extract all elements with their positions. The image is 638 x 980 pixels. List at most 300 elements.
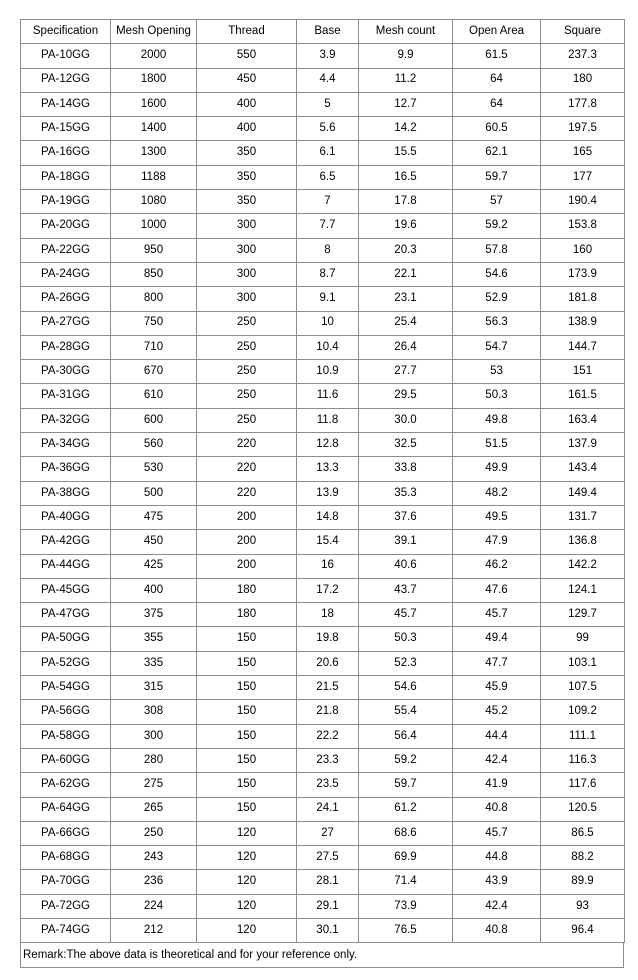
- cell-mesh-opening: 315: [111, 676, 197, 700]
- cell-square: 173.9: [541, 262, 625, 286]
- cell-mesh-count: 40.6: [359, 554, 453, 578]
- cell-mesh-count: 71.4: [359, 870, 453, 894]
- cell-thread: 120: [197, 821, 297, 845]
- cell-open-area: 60.5: [453, 117, 541, 141]
- cell-open-area: 49.4: [453, 627, 541, 651]
- cell-mesh-opening: 2000: [111, 44, 197, 68]
- cell-mesh-count: 32.5: [359, 433, 453, 457]
- cell-open-area: 54.6: [453, 262, 541, 286]
- cell-mesh-count: 56.4: [359, 724, 453, 748]
- spec-sheet: [20, 19, 624, 968]
- cell-specification: PA-16GG: [21, 141, 111, 165]
- cell-square: 99: [541, 627, 625, 651]
- table-row: [21, 530, 625, 554]
- header-thread: Thread: [197, 20, 297, 44]
- table-row: [21, 433, 625, 457]
- cell-base: 3.9: [297, 44, 359, 68]
- table-row: [21, 724, 625, 748]
- cell-base: 23.5: [297, 773, 359, 797]
- table-row: [21, 311, 625, 335]
- cell-square: 142.2: [541, 554, 625, 578]
- cell-specification: PA-47GG: [21, 603, 111, 627]
- cell-specification: PA-50GG: [21, 627, 111, 651]
- cell-open-area: 45.9: [453, 676, 541, 700]
- table-row: [21, 481, 625, 505]
- cell-mesh-opening: 1600: [111, 92, 197, 116]
- table-row: [21, 603, 625, 627]
- cell-mesh-opening: 250: [111, 821, 197, 845]
- cell-mesh-opening: 750: [111, 311, 197, 335]
- cell-square: 131.7: [541, 505, 625, 529]
- cell-open-area: 54.7: [453, 335, 541, 359]
- cell-specification: PA-68GG: [21, 846, 111, 870]
- cell-open-area: 61.5: [453, 44, 541, 68]
- cell-thread: 150: [197, 651, 297, 675]
- cell-square: 151: [541, 360, 625, 384]
- cell-mesh-opening: 400: [111, 578, 197, 602]
- cell-thread: 400: [197, 117, 297, 141]
- header-row: [21, 20, 625, 44]
- table-row: [21, 68, 625, 92]
- cell-thread: 120: [197, 894, 297, 918]
- cell-open-area: 50.3: [453, 384, 541, 408]
- cell-square: 177.8: [541, 92, 625, 116]
- cell-specification: PA-66GG: [21, 821, 111, 845]
- cell-base: 27.5: [297, 846, 359, 870]
- cell-specification: PA-62GG: [21, 773, 111, 797]
- cell-open-area: 42.4: [453, 894, 541, 918]
- cell-open-area: 57.8: [453, 238, 541, 262]
- cell-mesh-opening: 1400: [111, 117, 197, 141]
- cell-open-area: 64: [453, 92, 541, 116]
- cell-mesh-count: 50.3: [359, 627, 453, 651]
- cell-specification: PA-14GG: [21, 92, 111, 116]
- cell-square: 180: [541, 68, 625, 92]
- header-specification: Specification: [21, 20, 111, 44]
- cell-square: 190.4: [541, 190, 625, 214]
- table-row: [21, 676, 625, 700]
- cell-specification: PA-34GG: [21, 433, 111, 457]
- cell-base: 21.5: [297, 676, 359, 700]
- cell-base: 21.8: [297, 700, 359, 724]
- cell-specification: PA-56GG: [21, 700, 111, 724]
- table-row: [21, 894, 625, 918]
- cell-square: 129.7: [541, 603, 625, 627]
- cell-mesh-count: 52.3: [359, 651, 453, 675]
- cell-thread: 150: [197, 748, 297, 772]
- cell-open-area: 52.9: [453, 287, 541, 311]
- cell-mesh-count: 73.9: [359, 894, 453, 918]
- table-row: [21, 117, 625, 141]
- cell-specification: PA-36GG: [21, 457, 111, 481]
- table-row: [21, 262, 625, 286]
- cell-specification: PA-40GG: [21, 505, 111, 529]
- cell-thread: 300: [197, 287, 297, 311]
- cell-specification: PA-20GG: [21, 214, 111, 238]
- cell-mesh-count: 19.6: [359, 214, 453, 238]
- cell-thread: 180: [197, 603, 297, 627]
- cell-mesh-opening: 1000: [111, 214, 197, 238]
- table-row: [21, 408, 625, 432]
- cell-base: 10.4: [297, 335, 359, 359]
- spec-table: [20, 19, 625, 943]
- cell-base: 14.8: [297, 505, 359, 529]
- table-row: [21, 918, 625, 942]
- cell-open-area: 59.2: [453, 214, 541, 238]
- table-row: [21, 360, 625, 384]
- cell-mesh-count: 15.5: [359, 141, 453, 165]
- cell-specification: PA-27GG: [21, 311, 111, 335]
- cell-specification: PA-60GG: [21, 748, 111, 772]
- cell-mesh-opening: 275: [111, 773, 197, 797]
- cell-open-area: 51.5: [453, 433, 541, 457]
- cell-specification: PA-72GG: [21, 894, 111, 918]
- cell-thread: 250: [197, 384, 297, 408]
- cell-specification: PA-54GG: [21, 676, 111, 700]
- cell-thread: 250: [197, 335, 297, 359]
- cell-base: 8.7: [297, 262, 359, 286]
- cell-thread: 120: [197, 918, 297, 942]
- cell-specification: PA-70GG: [21, 870, 111, 894]
- remark-note: Remark:The above data is theoretical and for your reference only.: [20, 943, 624, 968]
- cell-thread: 450: [197, 68, 297, 92]
- cell-mesh-opening: 1800: [111, 68, 197, 92]
- cell-mesh-opening: 425: [111, 554, 197, 578]
- cell-open-area: 49.8: [453, 408, 541, 432]
- cell-square: 116.3: [541, 748, 625, 772]
- cell-mesh-count: 43.7: [359, 578, 453, 602]
- cell-base: 11.6: [297, 384, 359, 408]
- cell-thread: 300: [197, 214, 297, 238]
- cell-mesh-opening: 1080: [111, 190, 197, 214]
- cell-base: 28.1: [297, 870, 359, 894]
- cell-thread: 350: [197, 190, 297, 214]
- cell-square: 165: [541, 141, 625, 165]
- cell-square: 160: [541, 238, 625, 262]
- cell-mesh-count: 54.6: [359, 676, 453, 700]
- cell-mesh-opening: 800: [111, 287, 197, 311]
- cell-mesh-count: 12.7: [359, 92, 453, 116]
- cell-specification: PA-44GG: [21, 554, 111, 578]
- cell-thread: 250: [197, 360, 297, 384]
- cell-open-area: 44.8: [453, 846, 541, 870]
- cell-mesh-count: 30.0: [359, 408, 453, 432]
- cell-mesh-opening: 375: [111, 603, 197, 627]
- cell-thread: 200: [197, 554, 297, 578]
- cell-thread: 150: [197, 773, 297, 797]
- cell-square: 96.4: [541, 918, 625, 942]
- table-row: [21, 214, 625, 238]
- cell-mesh-count: 61.2: [359, 797, 453, 821]
- cell-thread: 350: [197, 141, 297, 165]
- cell-thread: 150: [197, 724, 297, 748]
- cell-mesh-opening: 710: [111, 335, 197, 359]
- cell-open-area: 47.6: [453, 578, 541, 602]
- cell-base: 5.6: [297, 117, 359, 141]
- cell-square: 137.9: [541, 433, 625, 457]
- cell-open-area: 45.2: [453, 700, 541, 724]
- cell-base: 13.9: [297, 481, 359, 505]
- cell-square: 124.1: [541, 578, 625, 602]
- cell-open-area: 46.2: [453, 554, 541, 578]
- cell-specification: PA-15GG: [21, 117, 111, 141]
- header-mesh-opening: Mesh Opening: [111, 20, 197, 44]
- cell-mesh-count: 55.4: [359, 700, 453, 724]
- cell-square: 181.8: [541, 287, 625, 311]
- cell-mesh-opening: 265: [111, 797, 197, 821]
- cell-mesh-opening: 243: [111, 846, 197, 870]
- cell-specification: PA-38GG: [21, 481, 111, 505]
- cell-open-area: 45.7: [453, 821, 541, 845]
- cell-square: 136.8: [541, 530, 625, 554]
- cell-thread: 150: [197, 797, 297, 821]
- cell-open-area: 59.7: [453, 165, 541, 189]
- cell-thread: 400: [197, 92, 297, 116]
- cell-mesh-opening: 355: [111, 627, 197, 651]
- table-body: [21, 44, 625, 943]
- cell-thread: 200: [197, 505, 297, 529]
- cell-mesh-count: 39.1: [359, 530, 453, 554]
- table-row: [21, 165, 625, 189]
- cell-thread: 220: [197, 481, 297, 505]
- cell-specification: PA-24GG: [21, 262, 111, 286]
- cell-open-area: 56.3: [453, 311, 541, 335]
- cell-base: 9.1: [297, 287, 359, 311]
- cell-thread: 300: [197, 262, 297, 286]
- cell-mesh-count: 11.2: [359, 68, 453, 92]
- cell-mesh-opening: 236: [111, 870, 197, 894]
- cell-open-area: 49.9: [453, 457, 541, 481]
- cell-thread: 250: [197, 408, 297, 432]
- cell-mesh-opening: 300: [111, 724, 197, 748]
- header-mesh-count: Mesh count: [359, 20, 453, 44]
- cell-base: 22.2: [297, 724, 359, 748]
- table-row: [21, 141, 625, 165]
- cell-mesh-opening: 560: [111, 433, 197, 457]
- cell-specification: PA-42GG: [21, 530, 111, 554]
- table-row: [21, 44, 625, 68]
- cell-square: 109.2: [541, 700, 625, 724]
- cell-open-area: 40.8: [453, 797, 541, 821]
- cell-base: 11.8: [297, 408, 359, 432]
- cell-open-area: 62.1: [453, 141, 541, 165]
- cell-mesh-count: 59.2: [359, 748, 453, 772]
- cell-open-area: 57: [453, 190, 541, 214]
- cell-base: 16: [297, 554, 359, 578]
- cell-mesh-opening: 475: [111, 505, 197, 529]
- cell-base: 6.5: [297, 165, 359, 189]
- cell-square: 153.8: [541, 214, 625, 238]
- cell-mesh-count: 27.7: [359, 360, 453, 384]
- table-row: [21, 773, 625, 797]
- table-row: [21, 748, 625, 772]
- table-row: [21, 554, 625, 578]
- cell-base: 7: [297, 190, 359, 214]
- cell-mesh-count: 25.4: [359, 311, 453, 335]
- table-row: [21, 821, 625, 845]
- cell-base: 6.1: [297, 141, 359, 165]
- cell-base: 10: [297, 311, 359, 335]
- table-row: [21, 505, 625, 529]
- cell-open-area: 44.4: [453, 724, 541, 748]
- header-open-area: Open Area: [453, 20, 541, 44]
- cell-thread: 150: [197, 627, 297, 651]
- cell-specification: PA-10GG: [21, 44, 111, 68]
- cell-thread: 300: [197, 238, 297, 262]
- cell-specification: PA-52GG: [21, 651, 111, 675]
- cell-thread: 200: [197, 530, 297, 554]
- cell-open-area: 45.7: [453, 603, 541, 627]
- cell-square: 149.4: [541, 481, 625, 505]
- cell-base: 13.3: [297, 457, 359, 481]
- cell-mesh-count: 35.3: [359, 481, 453, 505]
- table-row: [21, 700, 625, 724]
- cell-square: 163.4: [541, 408, 625, 432]
- cell-mesh-count: 22.1: [359, 262, 453, 286]
- cell-square: 144.7: [541, 335, 625, 359]
- cell-mesh-count: 16.5: [359, 165, 453, 189]
- cell-specification: PA-12GG: [21, 68, 111, 92]
- cell-specification: PA-32GG: [21, 408, 111, 432]
- cell-mesh-opening: 610: [111, 384, 197, 408]
- cell-base: 12.8: [297, 433, 359, 457]
- cell-specification: PA-30GG: [21, 360, 111, 384]
- table-row: [21, 384, 625, 408]
- cell-square: 86.5: [541, 821, 625, 845]
- header-base: Base: [297, 20, 359, 44]
- cell-specification: PA-31GG: [21, 384, 111, 408]
- cell-mesh-opening: 308: [111, 700, 197, 724]
- table-row: [21, 578, 625, 602]
- cell-base: 23.3: [297, 748, 359, 772]
- table-row: [21, 651, 625, 675]
- cell-specification: PA-58GG: [21, 724, 111, 748]
- table-row: [21, 335, 625, 359]
- table-row: [21, 627, 625, 651]
- cell-mesh-count: 26.4: [359, 335, 453, 359]
- cell-thread: 220: [197, 433, 297, 457]
- cell-mesh-count: 20.3: [359, 238, 453, 262]
- cell-square: 88.2: [541, 846, 625, 870]
- cell-square: 111.1: [541, 724, 625, 748]
- cell-open-area: 41.9: [453, 773, 541, 797]
- cell-specification: PA-18GG: [21, 165, 111, 189]
- cell-square: 143.4: [541, 457, 625, 481]
- cell-mesh-count: 17.8: [359, 190, 453, 214]
- cell-square: 89.9: [541, 870, 625, 894]
- cell-thread: 120: [197, 870, 297, 894]
- cell-mesh-opening: 670: [111, 360, 197, 384]
- cell-mesh-opening: 950: [111, 238, 197, 262]
- cell-mesh-count: 68.6: [359, 821, 453, 845]
- table-row: [21, 457, 625, 481]
- cell-mesh-count: 29.5: [359, 384, 453, 408]
- cell-square: 117.6: [541, 773, 625, 797]
- cell-square: 177: [541, 165, 625, 189]
- cell-specification: PA-19GG: [21, 190, 111, 214]
- cell-square: 103.1: [541, 651, 625, 675]
- table-row: [21, 846, 625, 870]
- cell-mesh-opening: 212: [111, 918, 197, 942]
- cell-base: 29.1: [297, 894, 359, 918]
- cell-thread: 250: [197, 311, 297, 335]
- cell-open-area: 40.8: [453, 918, 541, 942]
- cell-base: 24.1: [297, 797, 359, 821]
- cell-square: 161.5: [541, 384, 625, 408]
- cell-open-area: 47.7: [453, 651, 541, 675]
- cell-thread: 150: [197, 676, 297, 700]
- cell-base: 19.8: [297, 627, 359, 651]
- cell-base: 20.6: [297, 651, 359, 675]
- cell-square: 107.5: [541, 676, 625, 700]
- cell-mesh-opening: 850: [111, 262, 197, 286]
- cell-square: 237.3: [541, 44, 625, 68]
- cell-base: 7.7: [297, 214, 359, 238]
- cell-open-area: 48.2: [453, 481, 541, 505]
- table-row: [21, 870, 625, 894]
- cell-thread: 180: [197, 578, 297, 602]
- cell-specification: PA-22GG: [21, 238, 111, 262]
- cell-open-area: 64: [453, 68, 541, 92]
- cell-base: 18: [297, 603, 359, 627]
- cell-thread: 150: [197, 700, 297, 724]
- cell-open-area: 47.9: [453, 530, 541, 554]
- cell-mesh-opening: 280: [111, 748, 197, 772]
- cell-specification: PA-45GG: [21, 578, 111, 602]
- table-row: [21, 92, 625, 116]
- cell-mesh-opening: 600: [111, 408, 197, 432]
- table-row: [21, 287, 625, 311]
- cell-base: 10.9: [297, 360, 359, 384]
- cell-mesh-count: 45.7: [359, 603, 453, 627]
- cell-mesh-opening: 500: [111, 481, 197, 505]
- cell-mesh-count: 59.7: [359, 773, 453, 797]
- cell-thread: 350: [197, 165, 297, 189]
- cell-mesh-opening: 1300: [111, 141, 197, 165]
- cell-mesh-count: 69.9: [359, 846, 453, 870]
- cell-mesh-opening: 335: [111, 651, 197, 675]
- header-square: Square: [541, 20, 625, 44]
- table-row: [21, 190, 625, 214]
- cell-open-area: 53: [453, 360, 541, 384]
- cell-square: 197.5: [541, 117, 625, 141]
- cell-mesh-count: 9.9: [359, 44, 453, 68]
- cell-specification: PA-26GG: [21, 287, 111, 311]
- cell-mesh-opening: 224: [111, 894, 197, 918]
- cell-specification: PA-74GG: [21, 918, 111, 942]
- cell-base: 27: [297, 821, 359, 845]
- cell-specification: PA-28GG: [21, 335, 111, 359]
- cell-thread: 120: [197, 846, 297, 870]
- cell-mesh-count: 37.6: [359, 505, 453, 529]
- cell-base: 4.4: [297, 68, 359, 92]
- cell-mesh-count: 23.1: [359, 287, 453, 311]
- cell-mesh-opening: 530: [111, 457, 197, 481]
- cell-mesh-opening: 1188: [111, 165, 197, 189]
- cell-thread: 550: [197, 44, 297, 68]
- cell-square: 93: [541, 894, 625, 918]
- cell-open-area: 43.9: [453, 870, 541, 894]
- cell-square: 120.5: [541, 797, 625, 821]
- cell-base: 30.1: [297, 918, 359, 942]
- cell-mesh-count: 76.5: [359, 918, 453, 942]
- cell-mesh-count: 33.8: [359, 457, 453, 481]
- cell-base: 8: [297, 238, 359, 262]
- cell-specification: PA-64GG: [21, 797, 111, 821]
- table-row: [21, 238, 625, 262]
- cell-base: 15.4: [297, 530, 359, 554]
- cell-mesh-count: 14.2: [359, 117, 453, 141]
